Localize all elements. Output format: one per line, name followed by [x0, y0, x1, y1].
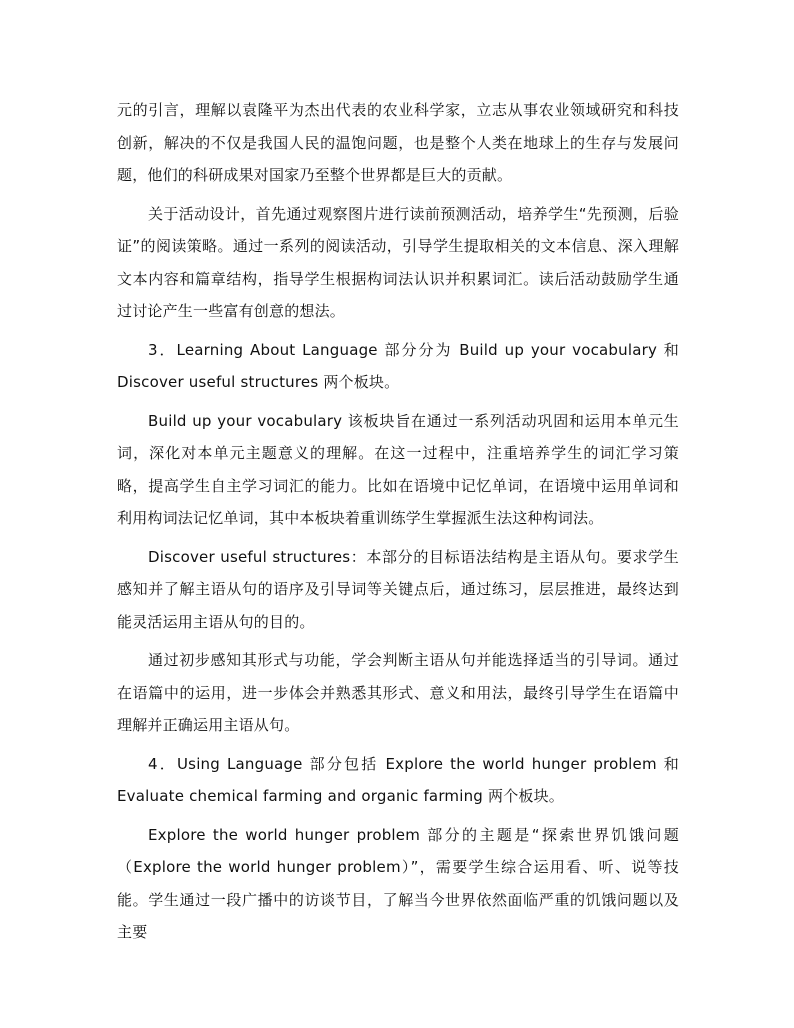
paragraph-learning-about-language: 3．Learning About Language 部分分为 Build up your vocabulary 和 Discover useful structures 两个板块。 — [117, 340, 679, 391]
paragraph-using-language: 4．Using Language 部分包括 Explore the world hunger problem 和 Evaluate chemical farming and organic farming 两个板块。 — [117, 754, 679, 805]
paragraph-explore-world-hunger: Explore the world hunger problem 部分的主题是“探索世界饥饿问题（Explore the world hunger problem）”，需要学生综合运用看、听、说等技能。学生通过一段广播中的访谈节目，了解当今世界依然面临严重的饥饿问题以及主要 — [117, 825, 679, 941]
paragraph-activity-design: 关于活动设计，首先通过观察图片进行读前预测活动，培养学生“先预测，后验证”的阅读策略。通过一系列的阅读活动，引导学生提取相关的文本信息、深入理解文本内容和篇章结构，指导学生根据构词法认识并积累词汇。读后活动鼓励学生通过讨论产生一些富有创意的想法。 — [117, 204, 679, 320]
paragraph-build-up-vocabulary: Build up your vocabulary 该板块旨在通过一系列活动巩固和运用本单元生词，深化对本单元主题意义的理解。在这一过程中，注重培养学生的词汇学习策略，提高学生自主学习词汇的能力。比如在语境中记忆单词，在语境中运用单词和利用构词法记忆单词，其中本板块着重训练学生掌握派生法这种构词法。 — [117, 411, 679, 527]
paragraph-subject-clause-practice: 通过初步感知其形式与功能，学会判断主语从句并能选择适当的引导词。通过在语篇中的运用，进一步体会并熟悉其形式、意义和用法，最终引导学生在语篇中理解并正确运用主语从句。 — [117, 651, 679, 734]
paragraph-discover-useful-structures: Discover useful structures：本部分的目标语法结构是主语从句。要求学生感知并了解主语从句的语序及引导词等关键点后，通过练习，层层推进，最终达到能灵活运用主语从句的目的。 — [117, 547, 679, 631]
paragraph-intro-continuation: 元的引言，理解以袁隆平为杰出代表的农业科学家，立志从事农业领域研究和科技创新，解决的不仅是我国人民的温饱问题，也是整个人类在地球上的生存与发展问题，他们的科研成果对国家乃至整个世界都是巨大的贡献。 — [117, 101, 679, 184]
document-body — [117, 94, 679, 955]
